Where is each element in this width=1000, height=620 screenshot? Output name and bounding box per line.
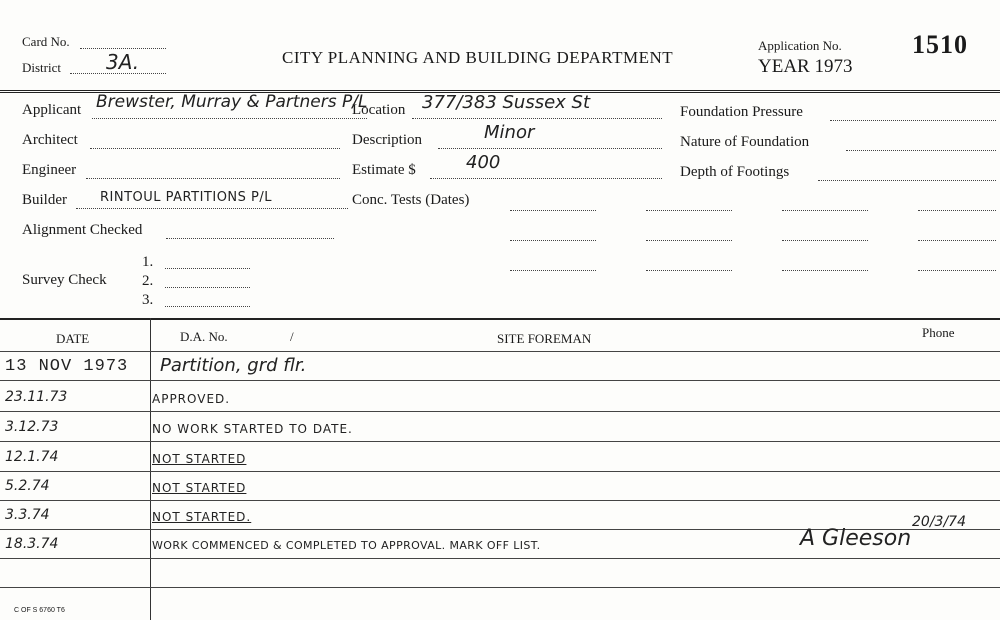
signature-date: 20/3/74 — [912, 514, 966, 530]
builder-label: Builder — [22, 192, 67, 208]
survey-line-2 — [165, 287, 250, 288]
log-date-7: 18.3.74 — [5, 536, 59, 552]
conc-tests-label: Conc. Tests (Dates) — [352, 192, 470, 208]
conc-line-a2 — [510, 240, 596, 241]
estimate-line — [430, 178, 662, 179]
conc-line-b2 — [646, 240, 732, 241]
architect-line — [90, 148, 340, 149]
log-entry-6: NOT STARTED. — [152, 510, 252, 524]
district-value: 3A. — [106, 50, 140, 74]
log-date-1: 13 NOV 1973 — [5, 357, 129, 376]
builder-line — [76, 208, 348, 209]
conc-line-b3 — [646, 270, 732, 271]
location-line — [412, 118, 662, 119]
log-date-3: 3.12.73 — [5, 419, 59, 435]
card-no-label: Card No. — [22, 34, 70, 49]
log-date-6: 3.3.74 — [5, 507, 50, 523]
description-label: Description — [352, 132, 422, 148]
card-no-line — [80, 48, 166, 49]
log-rule-5 — [0, 500, 1000, 501]
conc-line-d1 — [918, 210, 996, 211]
survey-line-3 — [165, 306, 250, 307]
log-date-5: 5.2.74 — [5, 478, 50, 494]
date-header: DATE — [56, 331, 90, 346]
site-foreman-header: SITE FOREMAN — [497, 331, 592, 346]
application-no-label: Application No. — [758, 38, 842, 53]
conc-line-a3 — [510, 270, 596, 271]
department-title: CITY PLANNING AND BUILDING DEPARTMENT — [282, 48, 674, 67]
description-line — [438, 148, 662, 149]
conc-line-c3 — [782, 270, 868, 271]
conc-line-a1 — [510, 210, 596, 211]
survey-num-2: 2. — [142, 273, 154, 289]
alignment-label: Alignment Checked — [22, 222, 143, 238]
description-value: Minor — [484, 122, 535, 143]
conc-line-b1 — [646, 210, 732, 211]
log-rule-3 — [0, 441, 1000, 442]
depth-of-footings-line — [818, 180, 996, 181]
year-label: YEAR 1973 — [758, 56, 853, 77]
conc-line-c1 — [782, 210, 868, 211]
district-label: District — [22, 60, 61, 75]
nature-of-foundation-line — [846, 150, 996, 151]
applicant-label: Applicant — [22, 102, 82, 118]
da-no-header: D.A. No. — [180, 329, 228, 344]
log-entry-3: NO WORK STARTED TO DATE. — [152, 422, 353, 436]
log-rule-8 — [0, 587, 1000, 588]
estimate-label: Estimate $ — [352, 162, 416, 178]
log-column-divider — [150, 318, 151, 620]
log-entry-1: Partition, grd flr. — [160, 355, 307, 376]
architect-label: Architect — [22, 132, 78, 148]
log-date-2: 23.11.73 — [5, 389, 68, 405]
form-code: C OF S 6760 T6 — [14, 607, 65, 614]
application-number: 1510 — [912, 30, 968, 59]
applicant-line — [92, 118, 367, 119]
builder-value: RINTOUL PARTITIONS P/L — [100, 190, 272, 205]
log-date-4: 12.1.74 — [5, 449, 59, 465]
alignment-line — [166, 238, 334, 239]
inspector-signature: A Gleeson — [800, 526, 912, 551]
survey-check-label: Survey Check — [22, 272, 107, 288]
engineer-line — [86, 178, 340, 179]
da-slash: / — [290, 329, 294, 344]
conc-line-d2 — [918, 240, 996, 241]
estimate-value: 400 — [466, 152, 501, 173]
nature-of-foundation-label: Nature of Foundation — [680, 134, 810, 150]
log-rule-4 — [0, 471, 1000, 472]
log-entry-2: APPROVED. — [152, 392, 231, 406]
phone-header: Phone — [922, 325, 955, 340]
foundation-pressure-label: Foundation Pressure — [680, 104, 803, 120]
engineer-label: Engineer — [22, 162, 77, 178]
log-entry-4: NOT STARTED — [152, 452, 247, 466]
log-rule-1 — [0, 380, 1000, 381]
conc-line-c2 — [782, 240, 868, 241]
foundation-pressure-line — [830, 120, 996, 121]
location-value: 377/383 Sussex St — [422, 92, 591, 113]
survey-num-1: 1. — [142, 254, 154, 270]
log-entry-7: WORK COMMENCED & COMPLETED TO APPROVAL. MARK OFF LIST. — [152, 539, 541, 552]
survey-num-3: 3. — [142, 292, 154, 308]
depth-of-footings-label: Depth of Footings — [680, 164, 790, 180]
log-header-rule — [0, 351, 1000, 352]
applicant-value: Brewster, Murray & Partners P/L — [96, 92, 368, 112]
log-entry-5: NOT STARTED — [152, 481, 247, 495]
location-label: Location — [352, 102, 406, 118]
log-rule-7 — [0, 558, 1000, 559]
survey-line-1 — [165, 268, 250, 269]
conc-line-d3 — [918, 270, 996, 271]
log-rule-2 — [0, 411, 1000, 412]
